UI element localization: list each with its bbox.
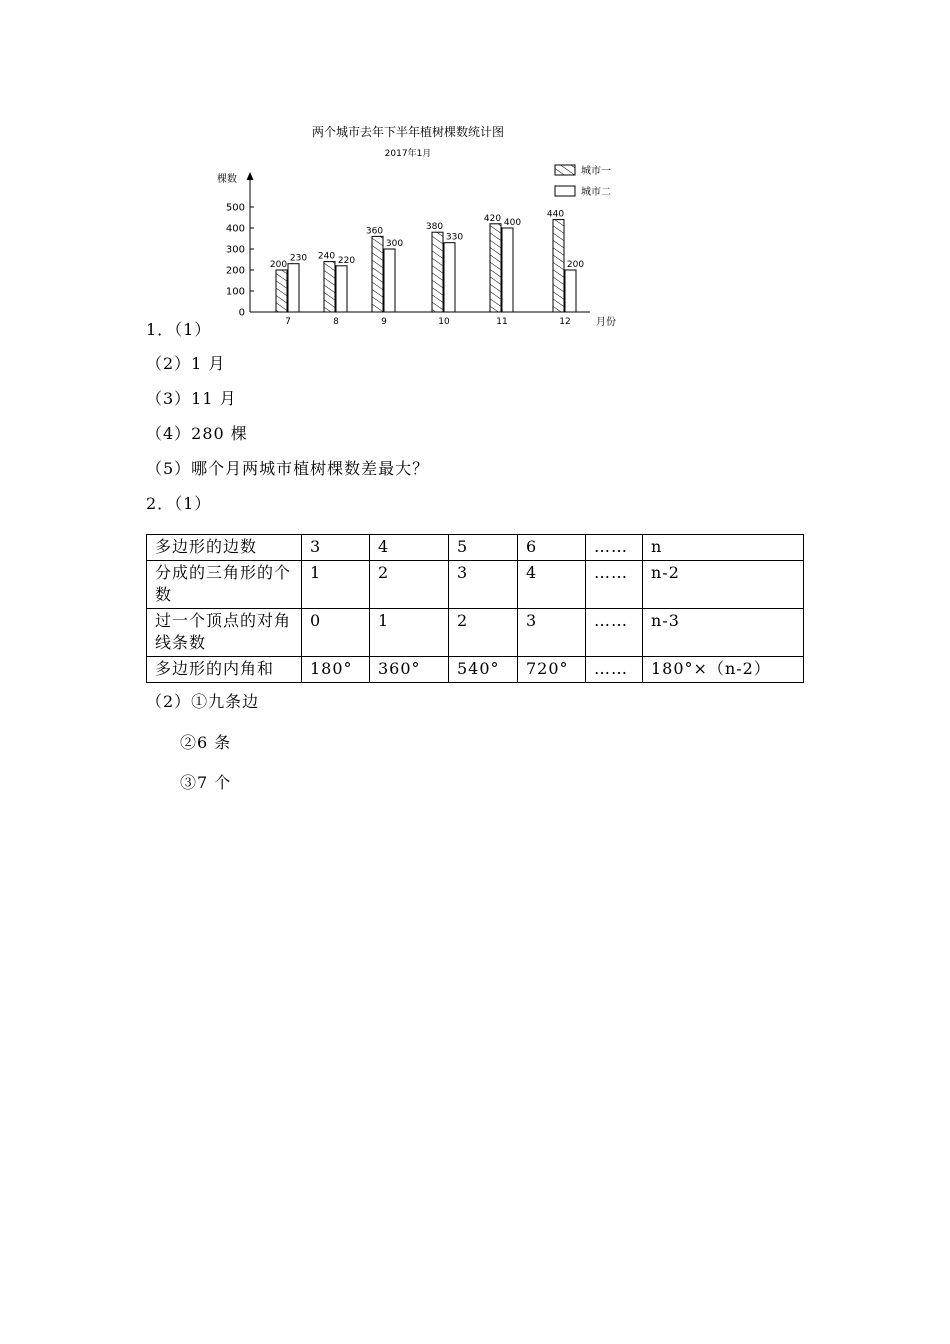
q2-header: 2．（1） bbox=[146, 494, 212, 513]
y-tick-label: 500 bbox=[225, 202, 245, 214]
x-tick-label: 10 bbox=[438, 317, 450, 327]
bar-city2 bbox=[502, 228, 513, 312]
y-tick-label: 100 bbox=[225, 286, 245, 298]
table-cell: 360° bbox=[370, 657, 449, 683]
data-label: 440 bbox=[546, 209, 565, 220]
table-cell: 4 bbox=[370, 535, 449, 561]
chart-legend bbox=[555, 164, 611, 198]
table-cell: 1 bbox=[302, 561, 370, 609]
bar-city1 bbox=[490, 224, 501, 312]
data-label: 200 bbox=[269, 260, 288, 270]
x-tick-label: 12 bbox=[559, 317, 571, 327]
table-row bbox=[147, 535, 804, 561]
table-cell: …… bbox=[586, 657, 643, 683]
table-cell: 540° bbox=[449, 657, 518, 683]
data-label: 300 bbox=[385, 239, 404, 249]
table-cell: …… bbox=[586, 609, 643, 657]
x-tick-label: 8 bbox=[333, 317, 339, 327]
legend-label: 城市二 bbox=[581, 187, 611, 198]
table-cell: 2 bbox=[370, 561, 449, 609]
table-cell: 720° bbox=[518, 657, 586, 683]
table-cell: 3 bbox=[449, 561, 518, 609]
legend-label: 城市一 bbox=[581, 166, 611, 177]
bar-city2 bbox=[384, 249, 395, 312]
q1-header: 1．（1） bbox=[146, 320, 212, 339]
legend-swatch bbox=[555, 186, 575, 196]
data-label: 360 bbox=[365, 226, 384, 237]
table-cell: …… bbox=[586, 535, 643, 561]
q1-question-5: （5）哪个月两城市植树棵数差最大？ bbox=[146, 459, 430, 478]
data-label: 380 bbox=[425, 222, 444, 233]
table-cell: 180°×（n-2） bbox=[643, 657, 804, 683]
bar-city2 bbox=[336, 266, 347, 312]
table-row bbox=[147, 609, 804, 657]
table-cell: 2 bbox=[449, 609, 518, 657]
y-tick-label: 0 bbox=[238, 307, 245, 319]
bar-city2 bbox=[288, 264, 299, 312]
y-tick-label: 200 bbox=[225, 265, 245, 277]
table-cell: n-3 bbox=[643, 609, 804, 657]
data-label: 240 bbox=[317, 251, 336, 262]
table-cell: 分成的三角形的个数 bbox=[147, 561, 302, 609]
table-row bbox=[147, 657, 804, 683]
table-cell: 过一个顶点的对角线条数 bbox=[147, 609, 302, 657]
chart-bars bbox=[270, 210, 584, 312]
table-cell: 180° bbox=[302, 657, 370, 683]
bar-city1 bbox=[553, 220, 564, 312]
data-label: 200 bbox=[566, 260, 585, 270]
table-cell: 多边形的内角和 bbox=[147, 657, 302, 683]
table-cell: 0 bbox=[302, 609, 370, 657]
bar-city2 bbox=[565, 270, 576, 312]
table-cell: n-2 bbox=[643, 561, 804, 609]
x-tick-label: 9 bbox=[381, 317, 387, 327]
q2-sub-answer-2: ②6 条 bbox=[180, 733, 232, 752]
x-tick-label: 11 bbox=[496, 317, 508, 327]
table-row bbox=[147, 561, 804, 609]
data-label: 420 bbox=[483, 213, 502, 224]
q1-answer-2: （2）1 月 bbox=[146, 354, 226, 373]
data-label: 400 bbox=[503, 218, 522, 228]
q1-answer-3: （3）11 月 bbox=[146, 389, 237, 408]
bar-city2 bbox=[444, 243, 455, 312]
bar-city1 bbox=[324, 262, 335, 312]
x-tick-label: 7 bbox=[285, 317, 291, 327]
bar-city1 bbox=[432, 232, 443, 312]
y-tick-label: 400 bbox=[225, 223, 245, 235]
data-label: 330 bbox=[445, 232, 464, 243]
table-cell: 1 bbox=[370, 609, 449, 657]
table-cell: n bbox=[643, 535, 804, 561]
legend-swatch bbox=[555, 165, 575, 175]
y-axis-label: 棵数 bbox=[217, 174, 237, 185]
x-axis-label: 月份 bbox=[596, 317, 616, 328]
table-cell: 4 bbox=[518, 561, 586, 609]
bar-city1 bbox=[276, 270, 287, 312]
q2-sub-answer-3: ③7 个 bbox=[180, 773, 232, 792]
data-label: 230 bbox=[289, 253, 308, 264]
bar-chart bbox=[200, 118, 640, 333]
y-tick-label: 300 bbox=[225, 244, 245, 256]
y-axis-arrow bbox=[247, 172, 254, 180]
q1-answer-4: （4）280 棵 bbox=[146, 424, 248, 443]
polygon-table bbox=[146, 534, 804, 683]
table-cell: 3 bbox=[518, 609, 586, 657]
chart-title: 两个城市去年下半年植树棵数统计图 bbox=[311, 125, 505, 139]
table-cell: …… bbox=[586, 561, 643, 609]
table-cell: 5 bbox=[449, 535, 518, 561]
table-cell: 6 bbox=[518, 535, 586, 561]
chart-subtitle: 2017年1月 bbox=[384, 149, 432, 159]
bar-city1 bbox=[372, 236, 383, 312]
table-cell: 多边形的边数 bbox=[147, 535, 302, 561]
table-cell: 3 bbox=[302, 535, 370, 561]
q2-sub-header: （2）①九条边 bbox=[146, 692, 260, 711]
data-label: 220 bbox=[337, 255, 356, 266]
